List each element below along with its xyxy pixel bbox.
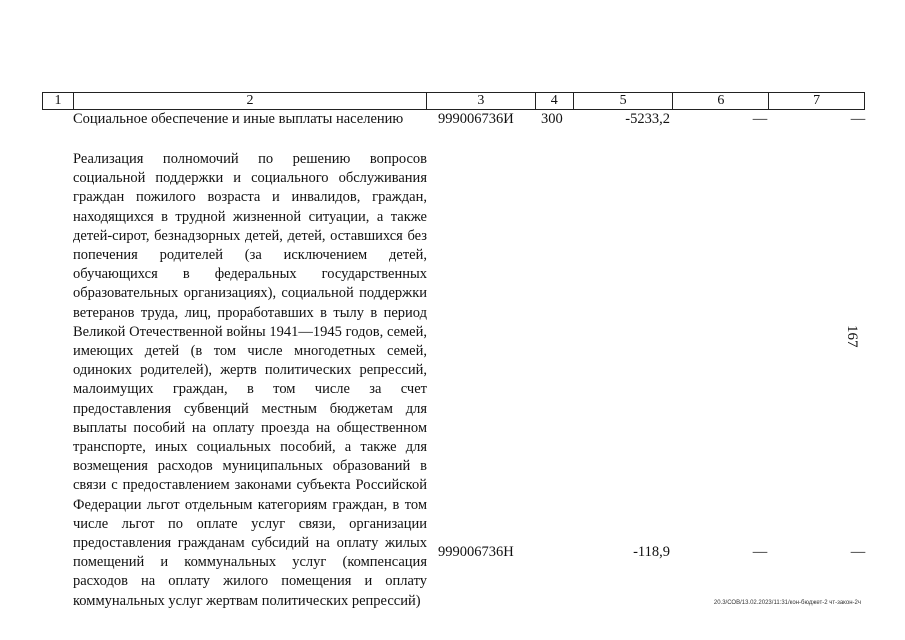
row-1-type: 300	[541, 111, 563, 127]
row-1-col7: —	[850, 111, 866, 127]
row-2-col6: —	[752, 544, 768, 560]
column-number-4: 4	[536, 93, 574, 109]
row-2-amount: -118,9	[633, 544, 670, 560]
column-number-6: 6	[673, 93, 769, 109]
row-1-col6: —	[752, 111, 768, 127]
column-number-row	[42, 92, 865, 110]
row-1-code: 999006736И	[438, 111, 514, 127]
column-number-3: 3	[427, 93, 536, 109]
column-number-5: 5	[574, 93, 674, 109]
column-number-2: 2	[74, 93, 427, 109]
row-2-description: Реализация полномочий по решению вопросов социальной поддержки и социального обслуживания граждан пожилого возраста и инвалидов, граждан, находящихся в трудной жизненной ситуации, а также детей-сирот, безнадзорных детей, детей, оставшихся без попечения родителей (за исключением детей, обучающихся в федеральных государственных образовательных организациях), социальной поддержки ветеранов труда, лиц, проработавших в тылу в период Великой Отечественной войны 1941—1945 годов, семей, имеющих детей (в том числе многодетных семей, одиноких родителей), жертв политических репрессий, малоимущих граждан, в том числе за счет предоставления субвенций местным бюджетам для выплаты пособий на оплату проезда на общественном транспорте, иных социальных пособий, а также для возмещения расходов муниципальных образований в связи с предоставлением законами субъекта Российской Федерации льгот отдельным категориям граждан, в том числе льгот по оплате услуг связи, организации предоставления гражданам субсидий на оплату жилых помещений и коммунальных услуг (компенсация расходов на оплату жилого помещения и оплату коммунальных услуг жертвам политических репрессий)	[73, 151, 427, 609]
row-2-code: 999006736Н	[438, 544, 514, 560]
footer-stamp: 20.3/СОВ/13.02.2023/11:31/кон-бюджет-2 чт-закон-2ч	[713, 600, 861, 606]
row-2-col7: —	[850, 544, 866, 560]
column-number-7: 7	[813, 93, 821, 108]
row-1-description: Социальное обеспечение и иные выплаты населению	[73, 111, 404, 127]
row-1-amount: -5233,2	[625, 111, 670, 127]
column-number-1: 1	[43, 93, 74, 109]
page-number: 167	[844, 325, 860, 348]
